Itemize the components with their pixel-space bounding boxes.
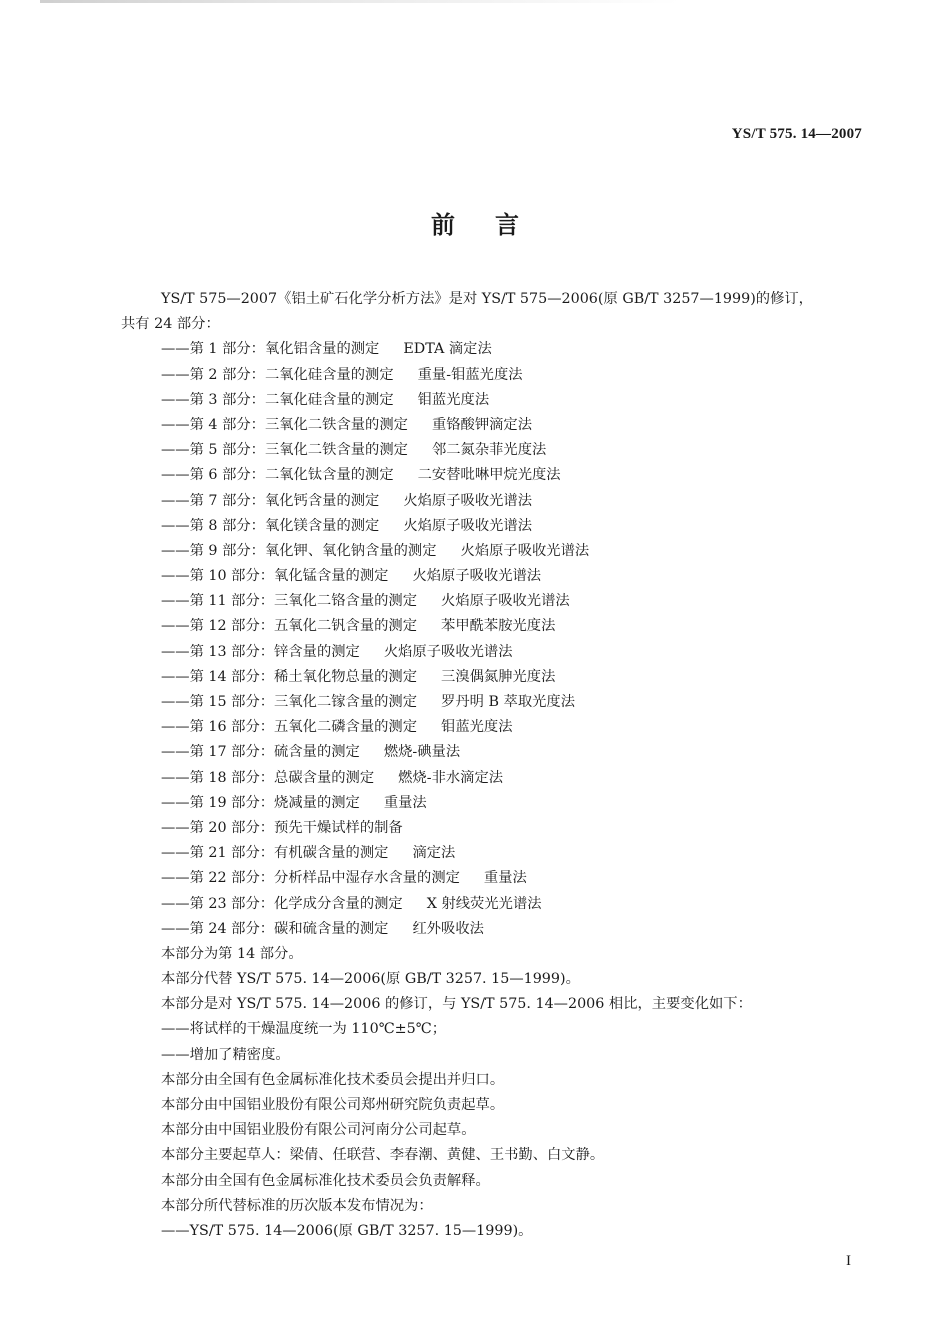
part-method: 重量法 (383, 794, 427, 811)
part-item (161, 841, 871, 866)
part-label: ——第 21 部分：有机碳含量的测定 (161, 845, 389, 862)
page-number: I (846, 1253, 851, 1269)
part-method: 苯甲酰苯胺光度法 (441, 618, 556, 635)
statement-drafted-by-1: 本部分由中国铝业股份有限公司郑州研究院负责起草。 (161, 1097, 505, 1113)
statement-history-intro: 本部分所代替标准的历次版本发布情况为： (161, 1197, 433, 1214)
part-label: ——第 10 部分：氧化锰含量的测定 (161, 568, 389, 585)
part-label: ——第 14 部分：稀土氧化物总量的测定 (161, 668, 418, 685)
part-label: ——第 3 部分：二氧化硅含量的测定 (161, 391, 394, 408)
part-method: 三溴偶氮胂光度法 (441, 668, 556, 685)
part-item (161, 766, 871, 791)
part-method: 二安替吡啉甲烷光度法 (417, 467, 561, 484)
part-item (161, 363, 871, 388)
foreword-body (121, 287, 871, 1244)
part-label: ——第 1 部分：氧化铝含量的测定 (161, 341, 380, 358)
part-method: 罗丹明 B 萃取光度法 (441, 694, 576, 710)
part-item (161, 564, 871, 589)
part-item (161, 463, 871, 488)
part-label: ——第 4 部分：三氧化二铁含量的测定 (161, 416, 408, 433)
part-label: ——第 12 部分：五氧化二钒含量的测定 (161, 618, 418, 635)
part-label: ——第 11 部分：三氧化二铬含量的测定 (161, 593, 418, 610)
part-item (161, 892, 871, 917)
intro-line-2: 共有 24 部分： (121, 316, 220, 333)
part-item (161, 715, 871, 740)
part-method: EDTA 滴定法 (403, 341, 492, 358)
part-item (161, 413, 871, 438)
part-method: 钼蓝光度法 (417, 391, 490, 408)
part-method: 重量-钼蓝光度法 (417, 366, 523, 383)
part-method: 火焰原子吸收光谱法 (383, 643, 513, 660)
part-method: 火焰原子吸收光谱法 (460, 542, 590, 559)
part-label: ——第 5 部分：三氧化二铁含量的测定 (161, 442, 408, 459)
part-item (161, 917, 871, 942)
part-method: 燃烧-非水滴定法 (398, 769, 504, 786)
change-item-2: ——增加了精密度。 (161, 1046, 290, 1063)
part-method: 钼蓝光度法 (441, 719, 513, 736)
change-item-1: ——将试样的干燥温度统一为 110℃±5℃； (161, 1021, 447, 1038)
part-label: ——第 24 部分：碳和硫含量的测定 (161, 920, 389, 937)
part-item (161, 665, 871, 690)
part-item (161, 816, 871, 841)
parts-list (161, 337, 871, 942)
part-method: 重铬酸钾滴定法 (431, 416, 533, 433)
part-method: X 射线荧光光谱法 (426, 895, 542, 912)
part-item (161, 388, 871, 413)
part-label: ——第 20 部分：预先干燥试样的制备 (161, 819, 403, 836)
intro-line-1: YS/T 575—2007《铝土矿石化学分析方法》是对 YS/T 575—2006(原 GB/T 3257—1999)的修订， (161, 291, 813, 307)
part-label: ——第 22 部分：分析样品中湿存水含量的测定 (161, 870, 460, 887)
part-label: ——第 17 部分：硫含量的测定 (161, 744, 360, 761)
statement-proposed-by: 本部分由全国有色金属标准化技术委员会提出并归口。 (161, 1071, 505, 1088)
part-item (161, 539, 871, 564)
statement-replaces: 本部分代替 YS/T 575. 14—2006(原 GB/T 3257. 15—1999)。 (161, 971, 580, 988)
statement-this-part: 本部分为第 14 部分。 (161, 945, 303, 962)
part-item (161, 690, 871, 715)
part-method: 火焰原子吸收光谱法 (441, 593, 570, 610)
statement-drafters: 本部分主要起草人：梁倩、任联营、李春潮、黄健、王书勤、白文静。 (161, 1147, 605, 1164)
page-title: 前言 (431, 211, 559, 239)
part-method: 火焰原子吸收光谱法 (403, 517, 533, 534)
part-method: 火焰原子吸收光谱法 (412, 568, 542, 585)
part-label: ——第 8 部分：氧化镁含量的测定 (161, 517, 380, 534)
part-item (161, 791, 871, 816)
part-item (161, 640, 871, 665)
part-item (161, 514, 871, 539)
part-label: ——第 2 部分：二氧化硅含量的测定 (161, 366, 394, 383)
part-item (161, 337, 871, 362)
part-item (161, 740, 871, 765)
part-method: 重量法 (483, 870, 527, 887)
statement-drafted-by-2: 本部分由中国铝业股份有限公司河南分公司起草。 (161, 1122, 476, 1139)
statement-history-item: ——YS/T 575. 14—2006(原 GB/T 3257. 15—1999)。 (161, 1222, 533, 1239)
part-label: ——第 13 部分：锌含量的测定 (161, 643, 360, 660)
part-item (161, 866, 871, 891)
part-label: ——第 19 部分：烧减量的测定 (161, 794, 360, 811)
part-label: ——第 7 部分：氧化钙含量的测定 (161, 492, 380, 509)
part-label: ——第 15 部分：三氧化二镓含量的测定 (161, 694, 418, 710)
part-label: ——第 18 部分：总碳含量的测定 (161, 769, 375, 786)
part-method: 滴定法 (412, 845, 456, 862)
part-label: ——第 16 部分：五氧化二磷含量的测定 (161, 719, 418, 736)
part-method: 火焰原子吸收光谱法 (403, 492, 533, 509)
part-item (161, 589, 871, 614)
part-method: 燃烧-碘量法 (383, 744, 461, 761)
statement-interpreted-by: 本部分由全国有色金属标准化技术委员会负责解释。 (161, 1172, 490, 1189)
part-item (161, 438, 871, 463)
part-method: 邻二氮杂菲光度法 (431, 442, 547, 459)
part-item (161, 489, 871, 514)
part-item (161, 614, 871, 639)
standard-code: YS/T 575. 14—2007 (731, 126, 862, 142)
statement-revision: 本部分是对 YS/T 575. 14—2006 的修订，与 YS/T 575. 14—2006 相比，主要变化如下： (161, 996, 752, 1013)
part-label: ——第 6 部分：二氧化钛含量的测定 (161, 467, 394, 484)
part-label: ——第 23 部分：化学成分含量的测定 (161, 895, 403, 912)
part-method: 红外吸收法 (412, 920, 484, 937)
scan-edge-artifact (40, 0, 680, 3)
part-label: ——第 9 部分：氧化钾、氧化钠含量的测定 (161, 542, 437, 559)
